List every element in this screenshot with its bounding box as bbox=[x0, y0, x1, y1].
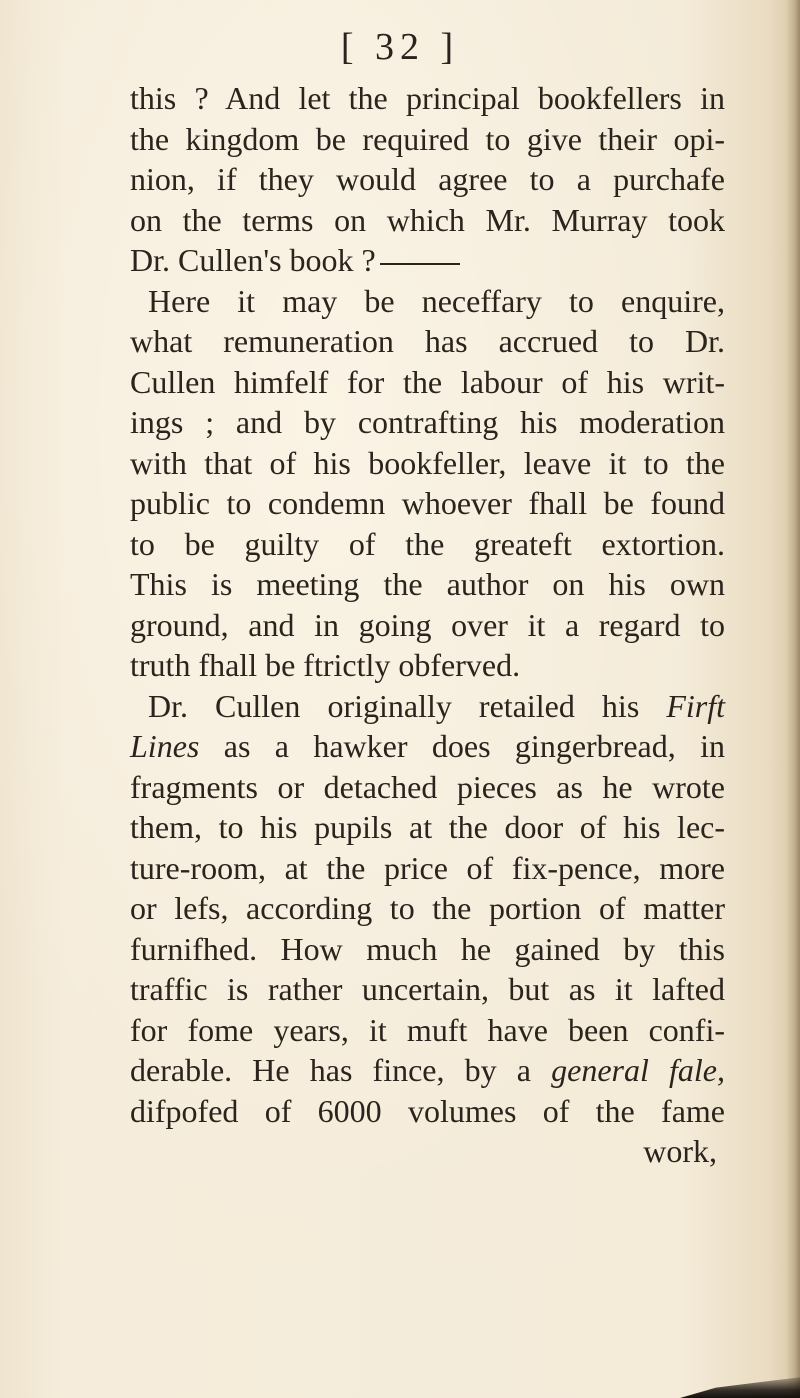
page-number-header: [ 32 ] bbox=[340, 26, 460, 68]
text-line: this ? And let the principal bookfellers in bbox=[130, 80, 725, 116]
text-line: them, to his pupils at the door of his lec- bbox=[130, 809, 725, 845]
text-line: Cullen himfelf for the labour of his writ- bbox=[130, 363, 725, 400]
text-line: on the terms on which Mr. Murray took bbox=[130, 201, 725, 238]
text-line: ings ; and by contrafting his moderation bbox=[130, 404, 725, 440]
italic-phrase: general fale, bbox=[551, 1052, 725, 1088]
text-line: with that of his bookfeller, leave it to the bbox=[130, 444, 725, 481]
page-corner-shadow bbox=[680, 1372, 800, 1398]
text-line: furnifhed. How much he gained by this bbox=[130, 930, 725, 967]
text-line: nion, if they would agree to a purchafe bbox=[130, 161, 725, 197]
body-text bbox=[130, 78, 725, 1172]
italic-title: Firft bbox=[666, 687, 726, 724]
text-line: traffic is rather uncertain, but as it lafted bbox=[130, 971, 725, 1007]
text-line: or lefs, according to the portion of matter bbox=[130, 890, 725, 926]
text-line: Here it may be neceffary to enquire, bbox=[148, 282, 725, 319]
text-line bbox=[130, 1050, 725, 1091]
text-line: truth fhall be ftrictly obferved. bbox=[130, 647, 521, 683]
text-line: what remuneration has accrued to Dr. bbox=[130, 323, 725, 359]
text-line: ture-room, at the price of fix-pence, more bbox=[130, 849, 725, 886]
paragraph-rule bbox=[380, 263, 460, 265]
text-line: This is meeting the author on his own bbox=[130, 566, 725, 602]
text-line: ground, and in going over it a regard to bbox=[130, 606, 725, 643]
text-line: for fome years, it muft have been confi- bbox=[130, 1011, 725, 1048]
text-line bbox=[130, 726, 725, 767]
italic-title: Lines bbox=[130, 728, 200, 764]
catchword: work, bbox=[643, 1133, 717, 1169]
text-line-content: Dr. Cullen's book ? bbox=[130, 242, 376, 278]
text-line: fragments or detached pieces as he wrote bbox=[130, 768, 725, 805]
text-line-content: as a hawker does gingerbread, in bbox=[223, 728, 726, 764]
page-edge-shadow bbox=[786, 0, 800, 1398]
text-line: difpofed of 6000 volumes of the fame bbox=[130, 1092, 725, 1129]
text-line bbox=[130, 240, 725, 281]
text-line bbox=[130, 686, 725, 727]
text-line-content: Dr. Cullen originally retailed his bbox=[148, 687, 640, 724]
text-line: public to condemn whoever fhall be found bbox=[130, 485, 725, 521]
text-line: the kingdom be required to give their opi- bbox=[130, 120, 725, 157]
text-line: to be guilty of the greateft extortion. bbox=[130, 525, 725, 562]
text-line-content: derable. He has fince, by a bbox=[130, 1052, 531, 1088]
